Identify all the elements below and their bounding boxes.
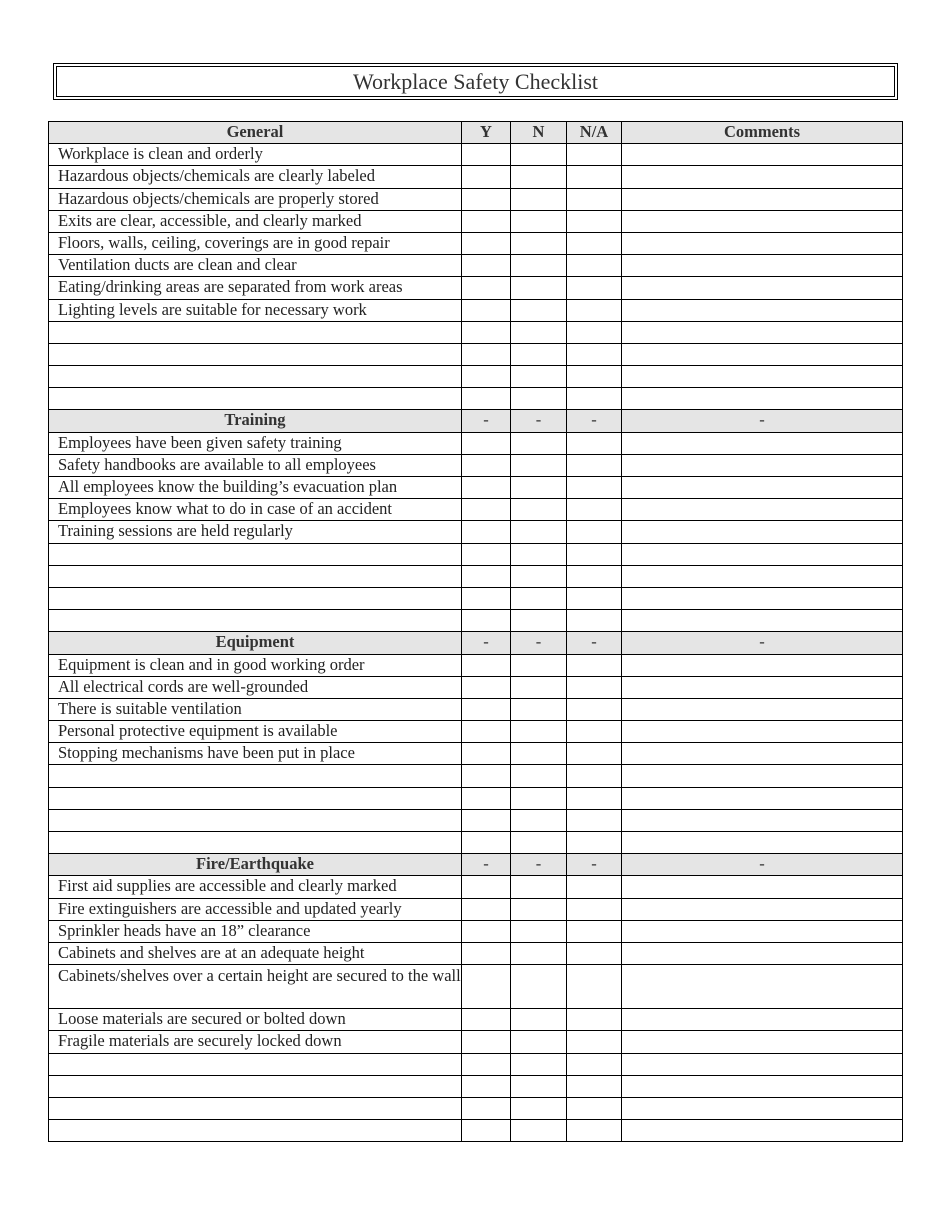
n-cell[interactable] [511,898,567,920]
checklist-item-label: Employees have been given safety training [49,432,462,454]
n-cell[interactable] [511,144,567,166]
n-cell[interactable] [511,188,567,210]
section-dash: - [567,410,622,432]
y-cell[interactable] [462,210,511,232]
comments-cell[interactable] [622,343,903,365]
na-cell[interactable] [567,299,622,321]
section-dash: - [622,410,903,432]
checklist-row [49,787,903,809]
na-cell[interactable] [567,809,622,831]
checklist-row [49,343,903,365]
na-cell[interactable] [567,743,622,765]
n-cell[interactable] [511,765,567,787]
checklist-row [49,1120,903,1142]
checklist-row [49,721,903,743]
checklist-item-label: Employees know what to do in case of an accident [49,499,462,521]
n-cell[interactable] [511,521,567,543]
n-cell[interactable] [511,1031,567,1053]
comments-cell[interactable] [622,499,903,521]
n-cell[interactable] [511,454,567,476]
na-cell[interactable] [567,144,622,166]
na-cell[interactable] [567,832,622,854]
comments-cell[interactable] [622,521,903,543]
na-cell[interactable] [567,343,622,365]
checklist-row [49,920,903,942]
y-cell[interactable] [462,1009,511,1031]
comments-cell[interactable] [622,809,903,831]
checklist-row [49,698,903,720]
checklist-row [49,1075,903,1097]
n-cell[interactable] [511,1120,567,1142]
na-cell[interactable] [567,698,622,720]
n-cell[interactable] [511,942,567,964]
checklist-item-label: Personal protective equipment is available [49,721,462,743]
n-cell[interactable] [511,366,567,388]
y-cell[interactable] [462,698,511,720]
checklist-row [49,366,903,388]
na-cell[interactable] [567,1120,622,1142]
n-cell[interactable] [511,321,567,343]
checklist-row [49,809,903,831]
section-dash: - [511,854,567,876]
n-cell[interactable] [511,343,567,365]
y-cell[interactable] [462,1075,511,1097]
n-cell[interactable] [511,210,567,232]
checklist-row [49,477,903,499]
n-cell[interactable] [511,832,567,854]
checklist-item-label: Ventilation ducts are clean and clear [49,255,462,277]
checklist-item-label: Hazardous objects/chemicals are properly stored [49,188,462,210]
y-cell[interactable] [462,809,511,831]
comments-cell[interactable] [622,832,903,854]
checklist-item-label: There is suitable ventilation [49,698,462,720]
comments-cell[interactable] [622,321,903,343]
y-cell[interactable] [462,321,511,343]
checklist-row [49,521,903,543]
y-cell[interactable] [462,277,511,299]
na-cell[interactable] [567,321,622,343]
y-cell[interactable] [462,1097,511,1119]
checklist-item-label [49,787,462,809]
y-cell[interactable] [462,1120,511,1142]
na-cell[interactable] [567,499,622,521]
na-cell[interactable] [567,676,622,698]
checklist-row [49,232,903,254]
n-cell[interactable] [511,565,567,587]
y-cell[interactable] [462,432,511,454]
na-cell[interactable] [567,454,622,476]
checklist-row [49,1031,903,1053]
checklist-row [49,144,903,166]
checklist-row [49,876,903,898]
checklist-item-label: Exits are clear, accessible, and clearly marked [49,210,462,232]
comments-cell[interactable] [622,565,903,587]
y-cell[interactable] [462,565,511,587]
n-cell[interactable] [511,721,567,743]
section-dash: - [511,632,567,654]
n-cell[interactable] [511,432,567,454]
na-cell[interactable] [567,965,622,1009]
na-cell[interactable] [567,765,622,787]
na-cell[interactable] [567,210,622,232]
y-cell[interactable] [462,654,511,676]
comments-cell[interactable] [622,210,903,232]
y-cell[interactable] [462,743,511,765]
y-cell[interactable] [462,876,511,898]
y-cell[interactable] [462,920,511,942]
na-cell[interactable] [567,255,622,277]
checklist-item-label [49,610,462,632]
comments-cell[interactable] [622,432,903,454]
checklist-item-label [49,1053,462,1075]
n-cell[interactable] [511,1053,567,1075]
y-cell[interactable] [462,676,511,698]
y-cell[interactable] [462,454,511,476]
checklist-row [49,743,903,765]
column-header-na: N/A [567,122,622,144]
checklist-row [49,898,903,920]
checklist-item-label [49,809,462,831]
comments-cell[interactable] [622,1053,903,1075]
na-cell[interactable] [567,232,622,254]
y-cell[interactable] [462,255,511,277]
n-cell[interactable] [511,1009,567,1031]
n-cell[interactable] [511,698,567,720]
na-cell[interactable] [567,188,622,210]
checklist-item-label: All employees know the building’s evacuation plan [49,477,462,499]
y-cell[interactable] [462,543,511,565]
checklist-row [49,654,903,676]
checklist-row [49,388,903,410]
checklist-item-label [49,832,462,854]
checklist-item-label [49,1120,462,1142]
checklist-row [49,1053,903,1075]
comments-cell[interactable] [622,876,903,898]
n-cell[interactable] [511,277,567,299]
na-cell[interactable] [567,477,622,499]
y-cell[interactable] [462,898,511,920]
y-cell[interactable] [462,366,511,388]
comments-cell[interactable] [622,454,903,476]
checklist-row [49,499,903,521]
checklist-row [49,587,903,609]
y-cell[interactable] [462,765,511,787]
section-dash: - [622,854,903,876]
checklist-item-label: All electrical cords are well-grounded [49,676,462,698]
checklist-item-label [49,366,462,388]
na-cell[interactable] [567,787,622,809]
y-cell[interactable] [462,499,511,521]
y-cell[interactable] [462,388,511,410]
n-cell[interactable] [511,1097,567,1119]
checklist-item-label: Hazardous objects/chemicals are clearly labeled [49,166,462,188]
comments-cell[interactable] [622,721,903,743]
na-cell[interactable] [567,942,622,964]
y-cell[interactable] [462,1053,511,1075]
checklist-item-label [49,1075,462,1097]
n-cell[interactable] [511,654,567,676]
checklist-item-label: Loose materials are secured or bolted down [49,1009,462,1031]
na-cell[interactable] [567,166,622,188]
n-cell[interactable] [511,920,567,942]
checklist-item-label: Workplace is clean and orderly [49,144,462,166]
comments-cell[interactable] [622,898,903,920]
section-title: Training [49,410,462,432]
comments-cell[interactable] [622,698,903,720]
section-dash: - [462,854,511,876]
checklist-item-label: Safety handbooks are available to all employees [49,454,462,476]
section-dash: - [622,632,903,654]
y-cell[interactable] [462,166,511,188]
y-cell[interactable] [462,942,511,964]
comments-cell[interactable] [622,1031,903,1053]
y-cell[interactable] [462,965,511,1009]
checklist-item-label: Fragile materials are securely locked down [49,1031,462,1053]
column-header-y: Y [462,122,511,144]
checklist-item-label: Stopping mechanisms have been put in place [49,743,462,765]
comments-cell[interactable] [622,255,903,277]
n-cell[interactable] [511,965,567,1009]
comments-cell[interactable] [622,477,903,499]
na-cell[interactable] [567,1075,622,1097]
n-cell[interactable] [511,610,567,632]
checklist-item-label: Lighting levels are suitable for necessary work [49,299,462,321]
na-cell[interactable] [567,654,622,676]
na-cell[interactable] [567,1053,622,1075]
checklist-row [49,255,903,277]
comments-cell[interactable] [622,1097,903,1119]
y-cell[interactable] [462,832,511,854]
comments-cell[interactable] [622,543,903,565]
comments-cell[interactable] [622,610,903,632]
n-cell[interactable] [511,587,567,609]
na-cell[interactable] [567,587,622,609]
checklist-item-label: Cabinets and shelves are at an adequate height [49,942,462,964]
comments-cell[interactable] [622,1075,903,1097]
y-cell[interactable] [462,521,511,543]
y-cell[interactable] [462,232,511,254]
checklist-body [49,122,903,1142]
comments-cell[interactable] [622,965,903,1009]
checklist-row [49,454,903,476]
na-cell[interactable] [567,610,622,632]
comments-cell[interactable] [622,920,903,942]
n-cell[interactable] [511,876,567,898]
na-cell[interactable] [567,1097,622,1119]
y-cell[interactable] [462,787,511,809]
comments-cell[interactable] [622,299,903,321]
n-cell[interactable] [511,499,567,521]
checklist-row [49,210,903,232]
section-header-row [49,632,903,654]
comments-cell[interactable] [622,232,903,254]
n-cell[interactable] [511,543,567,565]
section-title: Equipment [49,632,462,654]
checklist-row [49,765,903,787]
y-cell[interactable] [462,610,511,632]
y-cell[interactable] [462,299,511,321]
checklist-row [49,676,903,698]
y-cell[interactable] [462,144,511,166]
comments-cell[interactable] [622,787,903,809]
checklist-item-label [49,388,462,410]
checklist-row [49,543,903,565]
y-cell[interactable] [462,1031,511,1053]
comments-cell[interactable] [622,388,903,410]
comments-cell[interactable] [622,188,903,210]
na-cell[interactable] [567,366,622,388]
checklist-row [49,299,903,321]
comments-cell[interactable] [622,587,903,609]
na-cell[interactable] [567,543,622,565]
section-dash: - [567,632,622,654]
na-cell[interactable] [567,876,622,898]
checklist-item-label: Eating/drinking areas are separated from work areas [49,277,462,299]
na-cell[interactable] [567,388,622,410]
y-cell[interactable] [462,721,511,743]
checklist-row [49,166,903,188]
na-cell[interactable] [567,1009,622,1031]
na-cell[interactable] [567,565,622,587]
checklist-item-label: Training sessions are held regularly [49,521,462,543]
checklist-item-label: Cabinets/shelves over a certain height are secured to the wall [49,965,462,1009]
n-cell[interactable] [511,676,567,698]
n-cell[interactable] [511,232,567,254]
comments-cell[interactable] [622,942,903,964]
checklist-item-label [49,565,462,587]
checklist-item-label [49,1097,462,1119]
checklist-row [49,565,903,587]
checklist-row [49,1097,903,1119]
checklist-item-label: Floors, walls, ceiling, coverings are in good repair [49,232,462,254]
section-header-row [49,122,903,144]
comments-cell[interactable] [622,1009,903,1031]
checklist-row [49,1009,903,1031]
checklist-item-label [49,343,462,365]
checklist-row [49,432,903,454]
y-cell[interactable] [462,343,511,365]
comments-cell[interactable] [622,743,903,765]
na-cell[interactable] [567,521,622,543]
comments-cell[interactable] [622,144,903,166]
column-header-comments: Comments [622,122,903,144]
checklist-row [49,610,903,632]
y-cell[interactable] [462,477,511,499]
checklist-row [49,965,903,1009]
checklist-item-label: Equipment is clean and in good working order [49,654,462,676]
section-dash: - [511,410,567,432]
y-cell[interactable] [462,188,511,210]
section-dash: - [462,632,511,654]
comments-cell[interactable] [622,166,903,188]
comments-cell[interactable] [622,277,903,299]
checklist-row [49,832,903,854]
checklist-item-label [49,543,462,565]
n-cell[interactable] [511,809,567,831]
na-cell[interactable] [567,432,622,454]
checklist-item-label: First aid supplies are accessible and clearly marked [49,876,462,898]
title-box [53,63,898,100]
checklist-item-label: Sprinkler heads have an 18” clearance [49,920,462,942]
na-cell[interactable] [567,721,622,743]
section-header-row [49,410,903,432]
checklist-table [48,121,903,1142]
n-cell[interactable] [511,299,567,321]
n-cell[interactable] [511,787,567,809]
n-cell[interactable] [511,743,567,765]
checklist-item-label: Fire extinguishers are accessible and updated yearly [49,898,462,920]
section-header-row [49,854,903,876]
checklist-row [49,277,903,299]
n-cell[interactable] [511,388,567,410]
page-title: Workplace Safety Checklist [56,66,895,97]
n-cell[interactable] [511,166,567,188]
comments-cell[interactable] [622,676,903,698]
section-title: General [49,122,462,144]
section-dash: - [462,410,511,432]
n-cell[interactable] [511,255,567,277]
na-cell[interactable] [567,920,622,942]
y-cell[interactable] [462,587,511,609]
checklist-row [49,188,903,210]
comments-cell[interactable] [622,765,903,787]
comments-cell[interactable] [622,366,903,388]
na-cell[interactable] [567,1031,622,1053]
na-cell[interactable] [567,898,622,920]
n-cell[interactable] [511,477,567,499]
section-title: Fire/Earthquake [49,854,462,876]
section-dash: - [567,854,622,876]
checklist-row [49,942,903,964]
n-cell[interactable] [511,1075,567,1097]
comments-cell[interactable] [622,654,903,676]
checklist-row [49,321,903,343]
comments-cell[interactable] [622,1120,903,1142]
na-cell[interactable] [567,277,622,299]
column-header-n: N [511,122,567,144]
checklist-item-label [49,765,462,787]
checklist-item-label [49,321,462,343]
checklist-item-label [49,587,462,609]
